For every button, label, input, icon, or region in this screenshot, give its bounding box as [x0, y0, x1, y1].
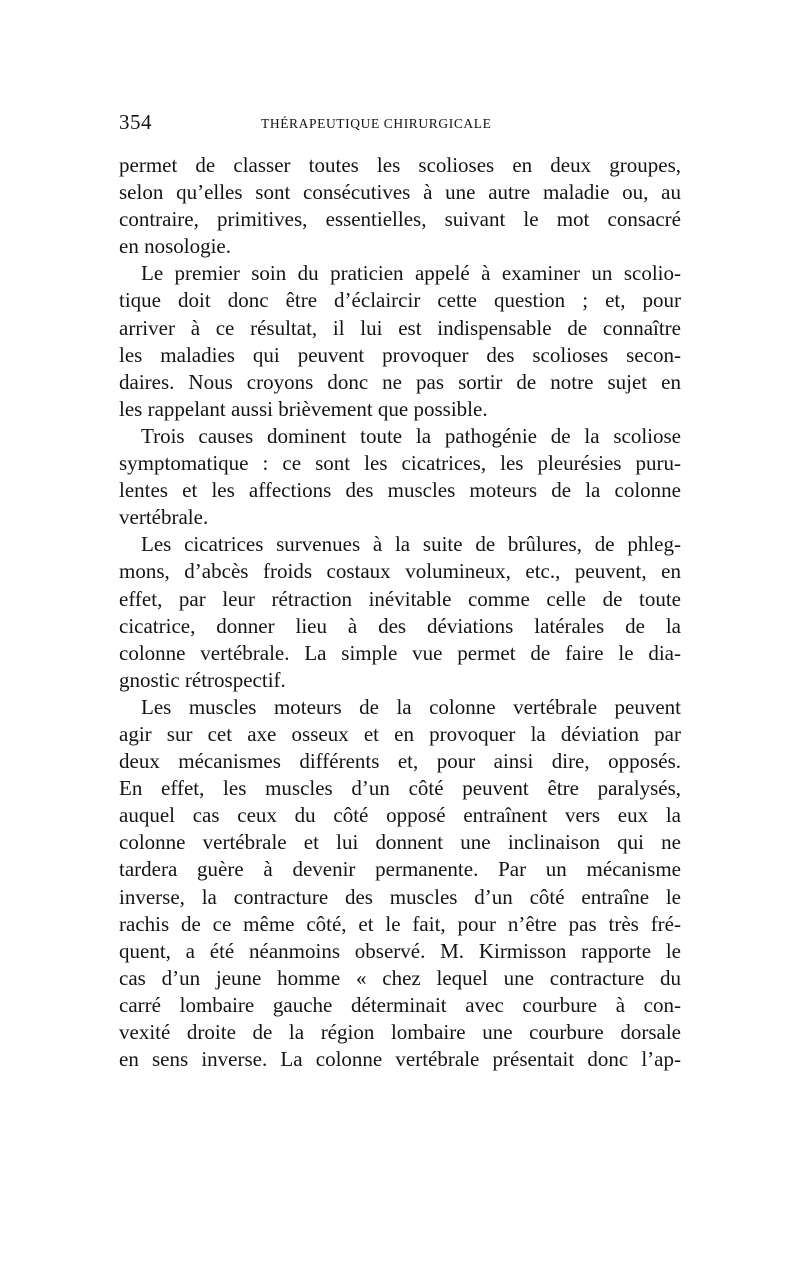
text-line: daires. Nous croyons donc ne pas sortir de notre sujet en — [119, 369, 681, 394]
text-line: Le premier soin du praticien appelé à examiner un scolio- — [141, 261, 681, 286]
text-line: en nosologie. — [119, 234, 231, 259]
page-number: 354 — [119, 110, 152, 134]
text-line: agir sur cet axe osseux et en provoquer la déviation par — [119, 721, 681, 746]
paragraph — [119, 694, 681, 1073]
text-line: symptomatique : ce sont les cicatrices, les pleurésies puru- — [119, 451, 681, 476]
text-line: auquel cas ceux du côté opposé entraînent vers eux la — [119, 803, 681, 828]
text-line: arriver à ce résultat, il lui est indispensable de connaître — [119, 315, 681, 340]
text-line: colonne vertébrale et lui donnent une inclinaison qui ne — [119, 830, 681, 855]
text-line: permet de classer toutes les scolioses en deux groupes, — [119, 153, 681, 177]
paragraph — [119, 152, 681, 260]
text-line: Trois causes dominent toute la pathogénie de la scoliose — [141, 423, 681, 448]
page-header — [119, 108, 681, 138]
running-title: THÉRAPEUTIQUE CHIRURGICALE — [261, 116, 492, 131]
text-line: En effet, les muscles d’un côté peuvent être paralysés, — [119, 776, 681, 801]
body-text — [119, 152, 681, 1073]
text-line: effet, par leur rétraction inévitable comme celle de toute — [119, 586, 681, 611]
text-line: colonne vertébrale. La simple vue permet de faire le dia- — [119, 640, 681, 665]
text-line: rachis de ce même côté, et le fait, pour n’être pas très fré- — [119, 911, 681, 936]
text-line: en sens inverse. La colonne vertébrale présentait donc l’ap- — [119, 1047, 681, 1072]
text-line: inverse, la contracture des muscles d’un côté entraîne le — [119, 884, 681, 909]
text-line: vertébrale. — [119, 505, 209, 530]
text-line: carré lombaire gauche déterminait avec courbure à con- — [119, 992, 681, 1017]
text-line: deux mécanismes différents et, pour ainsi dire, opposés. — [119, 749, 681, 774]
text-line: les rappelant aussi brièvement que possible. — [119, 396, 488, 421]
text-line: tique doit donc être d’éclaircir cette question ; et, pour — [119, 288, 681, 313]
text-line: cicatrice, donner lieu à des déviations latérales de la — [119, 613, 681, 638]
paragraph — [119, 260, 681, 423]
text-line: contraire, primitives, essentielles, suivant le mot consacré — [119, 207, 681, 232]
text-line: Les cicatrices survenues à la suite de brûlures, de phleg- — [141, 532, 681, 557]
text-line: selon qu’elles sont consécutives à une autre maladie ou, au — [119, 180, 681, 205]
text-line: quent, a été néanmoins observé. M. Kirmisson rapporte le — [119, 938, 681, 963]
text-line: tardera guère à devenir permanente. Par un mécanisme — [119, 857, 681, 882]
text-line: vexité droite de la région lombaire une courbure dorsale — [119, 1020, 681, 1044]
text-line: mons, d’abcès froids costaux volumineux, etc., peuvent, en — [119, 559, 681, 584]
text-line: les maladies qui peuvent provoquer des scolioses secon- — [119, 342, 681, 367]
text-line: gnostic rétrospectif. — [119, 667, 286, 692]
paragraph — [119, 423, 681, 531]
text-line: cas d’un jeune homme « chez lequel une contracture du — [119, 965, 681, 990]
text-line: Les muscles moteurs de la colonne vertébrale peuvent — [141, 694, 681, 719]
book-page — [119, 108, 681, 1073]
paragraph — [119, 531, 681, 694]
text-line: lentes et les affections des muscles moteurs de la colonne — [119, 478, 681, 503]
